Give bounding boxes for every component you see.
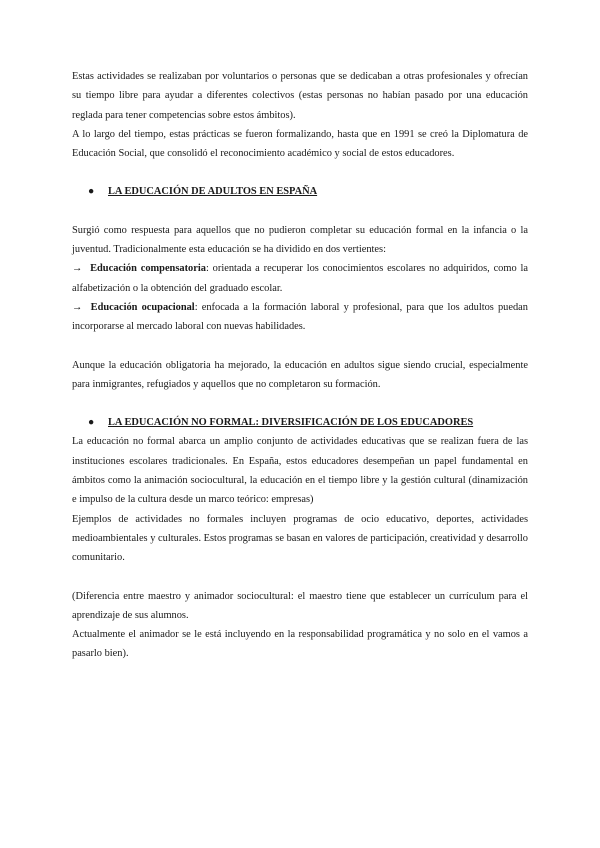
list-item-text: : enfocada a la formación laboral y profesional, para que los adultos puedan incorporarse al mercado laboral con nuevas habilidades. bbox=[72, 301, 528, 333]
section-heading-non-formal-education bbox=[72, 413, 528, 432]
list-item-compensatory bbox=[72, 259, 528, 298]
list-item-text: : orientada a recuperar los conocimientos escolares no adquiridos, como la alfabetización o la obtención del graduado escolar. bbox=[72, 263, 529, 294]
bullet-icon: ● bbox=[88, 417, 95, 429]
arrow-icon: → bbox=[72, 263, 83, 275]
non-formal-paragraph-1: La educación no formal abarca un amplio conjunto de actividades educativas que se realizan fuera de las instituciones escolares tradicionales. En España, estos educadores desempeñan un papel fundamental en ámbitos como la animación sociocultural, la educación en el tiempo libre y la gestión cultural (dinamización e impulso de la cultura desde un marco teórico: empresas) bbox=[72, 436, 528, 506]
intro-paragraph-1: Estas actividades se realizaban por voluntarios o personas que se dedicaban a otras profesionales y ofrecían su tiempo libre para ayudar a diferentes colectivos (estas personas no habían pasado por una educación reglada para tener competencias sobre estos ámbitos). bbox=[72, 71, 528, 121]
list-item-occupational bbox=[72, 298, 528, 337]
list-item-term: Educación ocupacional bbox=[90, 301, 195, 313]
non-formal-paragraph-4: Actualmente el animador se le está incluyendo en la responsabilidad programática y no solo en el vamos a pasarlo bien). bbox=[72, 629, 528, 660]
list-item-term: Educación compensatoria bbox=[90, 263, 206, 275]
non-formal-paragraph-2: Ejemplos de actividades no formales incluyen programas de ocio educativo, deportes, actividades medioambientales y culturales. Estos programas se basan en valores de participación, creatividad y desarrollo comunitario. bbox=[72, 513, 528, 564]
arrow-icon: → bbox=[72, 301, 83, 313]
adult-education-paragraph-2: Aunque la educación obligatoria ha mejorado, la educación en adultos sigue siendo crucial, especialmente para inmigrantes, refugiados y aquellos que no completaron su formación. bbox=[72, 359, 528, 390]
adult-education-paragraph-1: Surgió como respuesta para aquellos que no pudieron completar su educación formal en la infancia o la juventud. Tradicionalmente esta educación se ha dividido en dos vertientes: bbox=[72, 224, 528, 256]
intro-paragraph-2: A lo largo del tiempo, estas prácticas se fueron formalizando, hasta que en 1991 se creó la Diplomatura de Educación Social, que consolidó el reconocimiento académico y social de estos educadores. bbox=[72, 128, 528, 160]
section-title: LA EDUCACIÓN DE ADULTOS EN ESPAÑA bbox=[108, 186, 318, 198]
section-title: LA EDUCACIÓN NO FORMAL: DIVERSIFICACIÓN DE LOS EDUCADORES bbox=[108, 417, 474, 429]
non-formal-paragraph-3: (Diferencia entre maestro y animador sociocultural: el maestro tiene que establecer un currículum para el aprendizaje de sus alumnos. bbox=[72, 590, 528, 621]
document-page bbox=[72, 67, 528, 664]
section-heading-adult-education bbox=[72, 182, 528, 201]
bullet-icon: ● bbox=[88, 186, 95, 198]
